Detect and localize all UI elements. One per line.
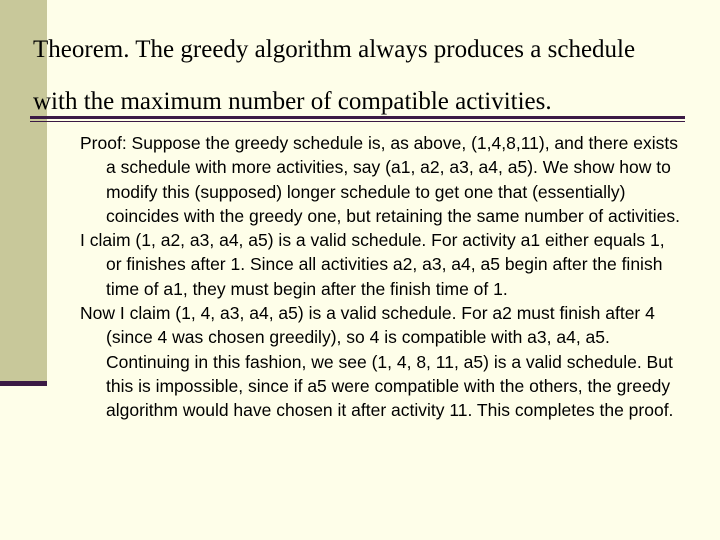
slide-title (33, 24, 718, 128)
slide-body (80, 131, 680, 423)
decorative-side-rule (0, 381, 47, 386)
slide-title-line-1: Theorem. The greedy algorithm always produces a schedule (33, 36, 636, 63)
title-underline-thin (30, 121, 685, 122)
slide-title-line-2: with the maximum number of compatible activities. (33, 88, 552, 115)
proof-paragraph-3: Now I claim (1, 4, a3, a4, a5) is a valid schedule. For a2 must finish after 4 (since 4 was chosen greedily), so 4 is compatible with a3, a4, a5. Continuing in this fashion, we see (1, 4, 8, 11, a5) is a valid schedule. But this is impossible, since if a5 were compatible with the others, the greedy algorithm would have chosen it after activity 11. This completes the proof. (80, 303, 674, 421)
title-underline (30, 116, 685, 119)
proof-paragraph-1: Proof: Suppose the greedy schedule is, as above, (1,4,8,11), and there exists a schedule with more activities, say (a1, a2, a3, a4, a5). We show how to modify this (supposed) longer schedule to get one that (essentially) coincides with the greedy one, but retaining the same number of activities. (80, 133, 680, 226)
proof-paragraph-2: I claim (1, a2, a3, a4, a5) is a valid schedule. For activity a1 either equals 1, or finishes after 1. Since all activities a2, a3, a4, a5 begin after the finish time of a1, they must begin after the finish time of 1. (80, 230, 665, 299)
